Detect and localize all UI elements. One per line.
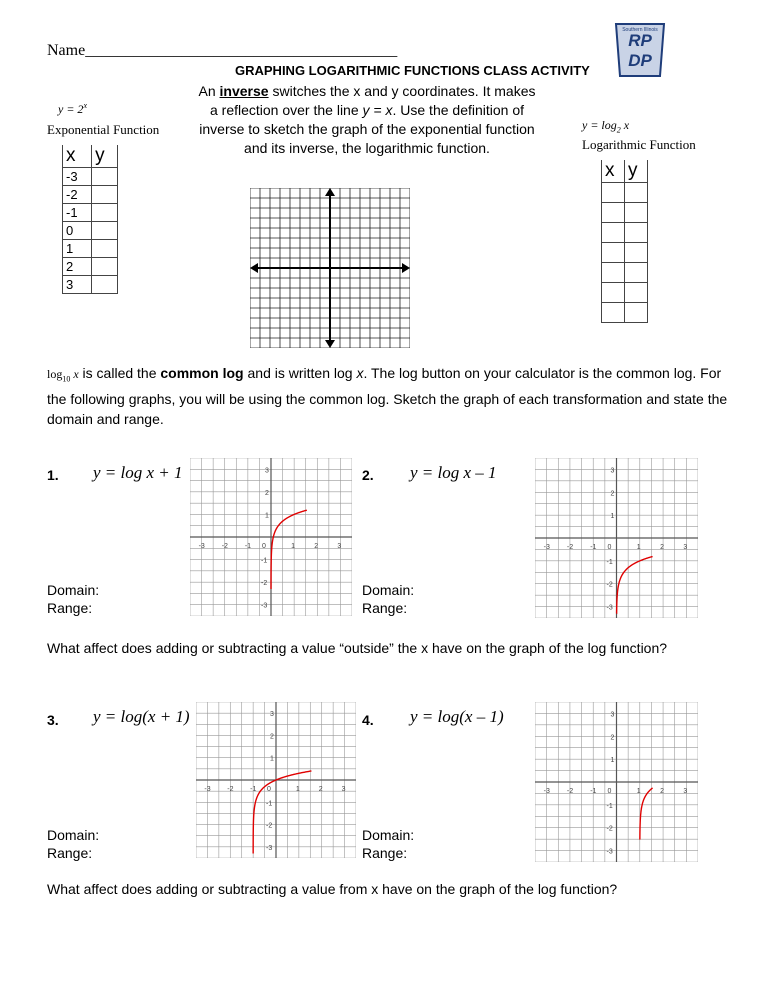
graph-1 [190, 458, 352, 621]
x-tick-label: -3 [543, 788, 550, 795]
x-tick-label: 0 [607, 788, 612, 795]
question-2: What affect does adding or subtracting a value from x have on the graph of the log function? [47, 881, 618, 897]
y-tick-label: -2 [606, 581, 613, 589]
common-log-paragraph: $\log_{10} x$ is called the common log and is written log x. The log button on your calculator is the common log. For the following graphs, you will be using the common log. Sketch the graph of each transformation and state the domain and range. [47, 365, 728, 428]
name-field-label: Name_______________________________________ [47, 42, 398, 59]
problem-3-equation: y = log(x + 1) [93, 707, 190, 726]
problem-3-domain-range [47, 826, 99, 862]
table-row [63, 168, 118, 186]
exponential-equation: $y = 2^x$ [58, 101, 87, 116]
table-row [602, 303, 648, 323]
table-row [602, 243, 648, 263]
y-tick-label: -1 [606, 802, 613, 810]
x-tick-label: 1 [636, 544, 641, 551]
y-cell-blank[interactable] [92, 276, 118, 294]
logarithmic-table [601, 160, 648, 323]
question-1: What affect does adding or subtracting a value “outside” the x have on the graph of the log function? [47, 640, 668, 656]
y-tick-label: 1 [610, 757, 615, 765]
y-tick-label: -3 [266, 844, 273, 852]
col-y-header: y [92, 145, 118, 168]
x-tick-label: -2 [566, 788, 574, 795]
right-arrow-icon [402, 263, 410, 273]
y-tick-label: 3 [610, 711, 615, 719]
problem-2-equation: y = log x – 1 [410, 463, 497, 482]
problem-4-equation: y = log(x – 1) [410, 707, 504, 726]
x-tick-label: 0 [267, 786, 271, 793]
y-cell-blank[interactable] [625, 283, 648, 303]
x-tick-label: -2 [221, 543, 228, 550]
blank-coordinate-grid[interactable] [250, 188, 410, 353]
x-tick-label: 2 [660, 788, 664, 795]
intro-part-b: switches the x and y coordinates. It makes a reflection over the line [209, 83, 536, 118]
up-arrow-icon [325, 188, 335, 196]
graph-4 [535, 702, 698, 867]
x-tick-label: 3 [337, 543, 342, 550]
y-cell-blank[interactable] [625, 263, 648, 283]
x-tick-label: 0 [262, 543, 266, 550]
x-tick-label: 1 [636, 788, 641, 795]
table-row [63, 258, 118, 276]
x-tick-label: 3 [683, 788, 688, 795]
intro-bold-word: inverse [219, 83, 269, 99]
domain-label: Domain: [362, 827, 415, 843]
y-tick-label: 3 [265, 467, 269, 475]
x-cell-blank[interactable] [602, 263, 625, 283]
problem-2-domain-range [362, 581, 414, 617]
rpdp-logo [610, 20, 670, 87]
x-tick-label: 1 [291, 543, 296, 550]
table-row [63, 276, 118, 294]
col-y-header: y [625, 160, 648, 183]
down-arrow-icon [325, 340, 335, 348]
y-cell-blank[interactable] [625, 303, 648, 323]
y-cell-blank[interactable] [92, 222, 118, 240]
x-tick-label: -1 [590, 544, 597, 551]
x-tick-label: 2 [660, 544, 664, 551]
y-cell-blank[interactable] [625, 243, 648, 263]
problem-4-number: 4. [362, 712, 374, 728]
range-label: Range: [47, 845, 93, 861]
x-cell-blank[interactable] [602, 203, 625, 223]
col-x-header: x [63, 145, 92, 168]
y-cell-blank[interactable] [625, 223, 648, 243]
intro-italic: y = x [362, 102, 393, 118]
x-cell-blank[interactable] [602, 303, 625, 323]
y-tick-label: 3 [610, 467, 615, 475]
y-tick-label: 2 [265, 489, 269, 497]
graph-3 [196, 702, 356, 863]
logarithmic-caption: Logarithmic Function [582, 137, 696, 152]
x-cell: -2 [63, 186, 92, 204]
table-row [602, 263, 648, 283]
y-tick-label: -3 [606, 848, 613, 856]
x-tick-label: -3 [204, 786, 211, 793]
intro-text [196, 82, 538, 158]
x-cell-blank[interactable] [602, 183, 625, 203]
y-tick-label: -3 [261, 602, 268, 610]
table-row [63, 240, 118, 258]
x-cell-blank[interactable] [602, 243, 625, 263]
problem-1-number: 1. [47, 467, 59, 483]
problem-3-number: 3. [47, 712, 59, 728]
x-tick-label: -1 [244, 543, 252, 550]
intro-part-a: An [198, 83, 220, 99]
y-cell-blank[interactable] [92, 204, 118, 222]
y-tick-label: 2 [610, 734, 615, 742]
intro-part-d: . Use the definition of inverse to sketch the graph of the exponential function and its inverse, the logarithmic function. [199, 102, 535, 156]
x-cell: 0 [63, 222, 92, 240]
y-tick-label: -1 [261, 557, 268, 565]
y-tick-label: -2 [266, 822, 273, 830]
problem-1-domain-range [47, 581, 99, 617]
domain-label: Domain: [47, 582, 100, 598]
y-cell-blank[interactable] [92, 168, 118, 186]
table-row [602, 183, 648, 203]
x-tick-label: 2 [318, 786, 323, 793]
y-tick-label: 2 [610, 490, 615, 498]
y-tick-label: -3 [606, 604, 613, 612]
y-tick-label: 2 [270, 733, 274, 741]
table-row [63, 222, 118, 240]
x-tick-label: -2 [566, 544, 574, 551]
x-tick-label: 1 [295, 786, 300, 793]
x-cell-blank[interactable] [602, 223, 625, 243]
x-tick-label: -2 [227, 786, 234, 793]
x-tick-label: -1 [250, 786, 257, 793]
log-curve [271, 510, 307, 589]
x-cell-blank[interactable] [602, 283, 625, 303]
y-tick-label: 1 [270, 755, 274, 763]
log-curve [617, 557, 653, 614]
x-cell: -1 [63, 204, 92, 222]
page-title: GRAPHING LOGARITHMIC FUNCTIONS CLASS ACTIVITY [235, 63, 590, 78]
table-row [602, 283, 648, 303]
table-row [602, 223, 648, 243]
graph-2 [535, 458, 698, 623]
y-tick-label: -2 [606, 825, 613, 833]
x-tick-label: -3 [198, 543, 205, 550]
x-tick-label: 0 [607, 544, 612, 551]
x-tick-label: 2 [314, 543, 319, 550]
x-cell: -3 [63, 168, 92, 186]
y-cell-blank[interactable] [92, 258, 118, 276]
domain-label: Domain: [362, 582, 415, 598]
problem-1-equation: y = log x + 1 [93, 463, 183, 482]
x-cell: 1 [63, 240, 92, 258]
left-arrow-icon [250, 263, 258, 273]
range-label: Range: [362, 600, 408, 616]
y-tick-label: 1 [265, 512, 269, 520]
y-cell-blank[interactable] [625, 203, 648, 223]
x-tick-label: 3 [341, 786, 346, 793]
table-row [63, 204, 118, 222]
y-tick-label: 3 [270, 711, 274, 719]
exponential-table [62, 145, 118, 294]
problem-2-number: 2. [362, 467, 374, 483]
x-tick-label: 3 [683, 544, 688, 551]
range-label: Range: [362, 845, 408, 861]
y-cell-blank[interactable] [92, 186, 118, 204]
y-tick-label: 1 [610, 513, 615, 521]
domain-label: Domain: [47, 827, 100, 843]
range-label: Range: [47, 600, 93, 616]
y-tick-label: -1 [266, 800, 273, 808]
table-row [602, 203, 648, 223]
logo-tagline: Southern Illinois [622, 27, 658, 33]
x-cell: 3 [63, 276, 92, 294]
logo-text-bottom: DP [628, 51, 652, 70]
y-cell-blank[interactable] [625, 183, 648, 203]
x-cell: 2 [63, 258, 92, 276]
log-curve [253, 771, 311, 854]
y-tick-label: -2 [261, 580, 268, 588]
x-tick-label: -1 [590, 788, 597, 795]
col-x-header: x [602, 160, 625, 183]
logo-text-top: RP [628, 31, 652, 50]
log-curve [640, 788, 653, 840]
problem-4-domain-range [362, 826, 414, 862]
y-cell-blank[interactable] [92, 240, 118, 258]
x-tick-label: -3 [543, 544, 550, 551]
logarithmic-equation: $y = \log_2 x$ [582, 118, 630, 135]
exponential-caption: Exponential Function [47, 122, 160, 137]
table-row [63, 186, 118, 204]
y-tick-label: -1 [606, 558, 613, 566]
